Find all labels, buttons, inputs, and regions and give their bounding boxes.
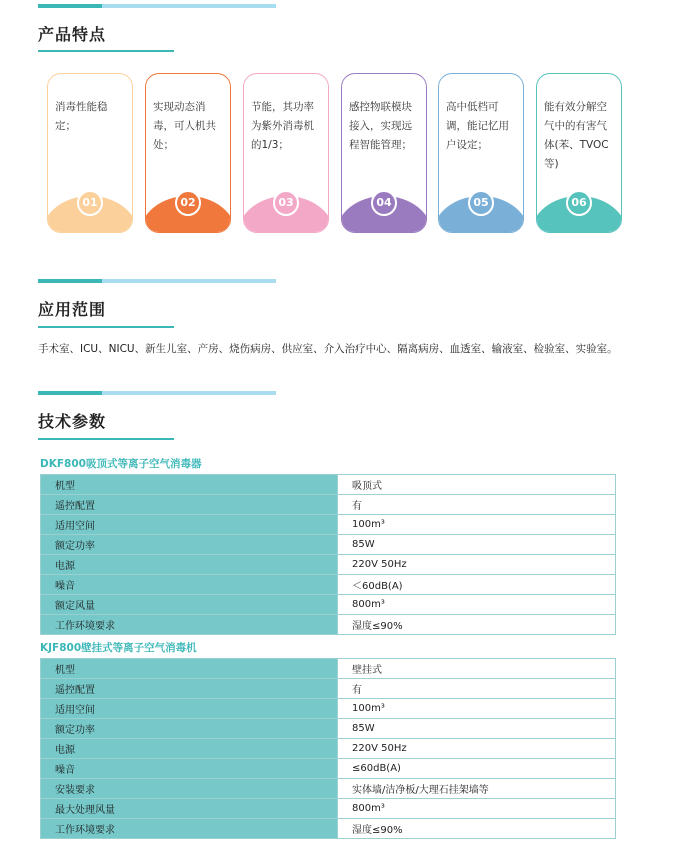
top-accent-bar-light	[102, 4, 276, 8]
spec-value: 壁挂式	[338, 659, 616, 679]
spec-table-2	[40, 658, 616, 839]
feature-card-number: 04	[371, 190, 397, 216]
spec-value: 220V 50Hz	[338, 555, 616, 575]
spec-label: 安装要求	[41, 779, 338, 799]
feature-card-text: 节能，其功率为紫外消毒机的1/3；	[251, 101, 314, 151]
table-row	[41, 555, 616, 575]
feature-card-number: 01	[77, 190, 103, 216]
feature-card-number: 06	[566, 190, 592, 216]
spec-label: 额定风量	[41, 595, 338, 615]
feature-card-number: 05	[468, 190, 494, 216]
table-row	[41, 799, 616, 819]
table-row	[41, 759, 616, 779]
feature-card-number: 03	[273, 190, 299, 216]
table-row	[41, 575, 616, 595]
spec-table-1	[40, 474, 616, 635]
feature-card	[341, 73, 427, 233]
spec-value: ≤60dB(A)	[338, 759, 616, 779]
spec-label: 噪音	[41, 575, 338, 595]
table-row	[41, 475, 616, 495]
spec-value: 湿度≤90%	[338, 819, 616, 839]
feature-card	[536, 73, 622, 233]
spec-value: 实体墙/洁净板/大理石挂架墙等	[338, 779, 616, 799]
specs-title-underline	[38, 438, 174, 440]
spec-value: 85W	[338, 719, 616, 739]
feature-card-text: 感控物联模块接入，实现远程智能管理；	[349, 101, 412, 151]
table-row	[41, 699, 616, 719]
feature-card	[47, 73, 133, 233]
spec-label: 额定功率	[41, 535, 338, 555]
scope-accent-bar-light	[102, 279, 276, 283]
table-row	[41, 779, 616, 799]
spec-value: 100m³	[338, 515, 616, 535]
top-accent-bar-teal	[38, 4, 102, 8]
table-row	[41, 819, 616, 839]
spec-value: 100m³	[338, 699, 616, 719]
spec-label: 噪音	[41, 759, 338, 779]
spec-value: 有	[338, 679, 616, 699]
scope-title: 应用范围	[38, 300, 107, 319]
table-row	[41, 739, 616, 759]
table-row	[41, 595, 616, 615]
spec-label: 机型	[41, 659, 338, 679]
spec-value: 湿度≤90%	[338, 615, 616, 635]
features-title: 产品特点	[38, 25, 107, 44]
scope-text: 手术室、ICU、NICU、新生儿室、产房、烧伤病房、供应室、介入治疗中心、隔离病房、血透室、输液室、检验室、实验室。	[38, 343, 618, 355]
spec-label: 遥控配置	[41, 679, 338, 699]
table-row	[41, 719, 616, 739]
spec-label: 机型	[41, 475, 338, 495]
feature-card-text: 实现动态消毒，可人机共处；	[153, 101, 216, 151]
spec-label: 适用空间	[41, 515, 338, 535]
spec-value: 吸顶式	[338, 475, 616, 495]
spec-value: 800m³	[338, 595, 616, 615]
table-row	[41, 659, 616, 679]
spec-value: ＜60dB(A)	[338, 575, 616, 595]
feature-card-text: 消毒性能稳定；	[55, 101, 108, 132]
spec-label: 遥控配置	[41, 495, 338, 515]
spec-value: 有	[338, 495, 616, 515]
spec-value: 800m³	[338, 799, 616, 819]
specs-accent-bar-teal	[38, 391, 102, 395]
table-row	[41, 679, 616, 699]
spec-label: 工作环境要求	[41, 615, 338, 635]
spec-label: 额定功率	[41, 719, 338, 739]
feature-card-number: 02	[175, 190, 201, 216]
table-row	[41, 535, 616, 555]
spec-label: 工作环境要求	[41, 819, 338, 839]
feature-card-text: 能有效分解空气中的有害气体(苯、TVOC等)	[544, 101, 609, 170]
spec-label: 电源	[41, 555, 338, 575]
specs-accent-bar-light	[102, 391, 276, 395]
feature-card	[438, 73, 524, 233]
spec-value: 85W	[338, 535, 616, 555]
spec-label: 最大处理风量	[41, 799, 338, 819]
scope-accent-bar-teal	[38, 279, 102, 283]
table-row	[41, 515, 616, 535]
spec-value: 220V 50Hz	[338, 739, 616, 759]
spec-table-1-title: DKF800吸顶式等离子空气消毒器	[40, 458, 202, 470]
specs-title: 技术参数	[38, 412, 107, 431]
table-row	[41, 495, 616, 515]
features-title-underline	[38, 50, 174, 52]
scope-title-underline	[38, 326, 174, 328]
feature-card	[145, 73, 231, 233]
spec-label: 电源	[41, 739, 338, 759]
spec-table-2-title: KJF800壁挂式等离子空气消毒机	[40, 642, 197, 654]
table-row	[41, 615, 616, 635]
feature-card	[243, 73, 329, 233]
spec-label: 适用空间	[41, 699, 338, 719]
feature-card-text: 高中低档可调，能记忆用户设定；	[446, 101, 509, 151]
